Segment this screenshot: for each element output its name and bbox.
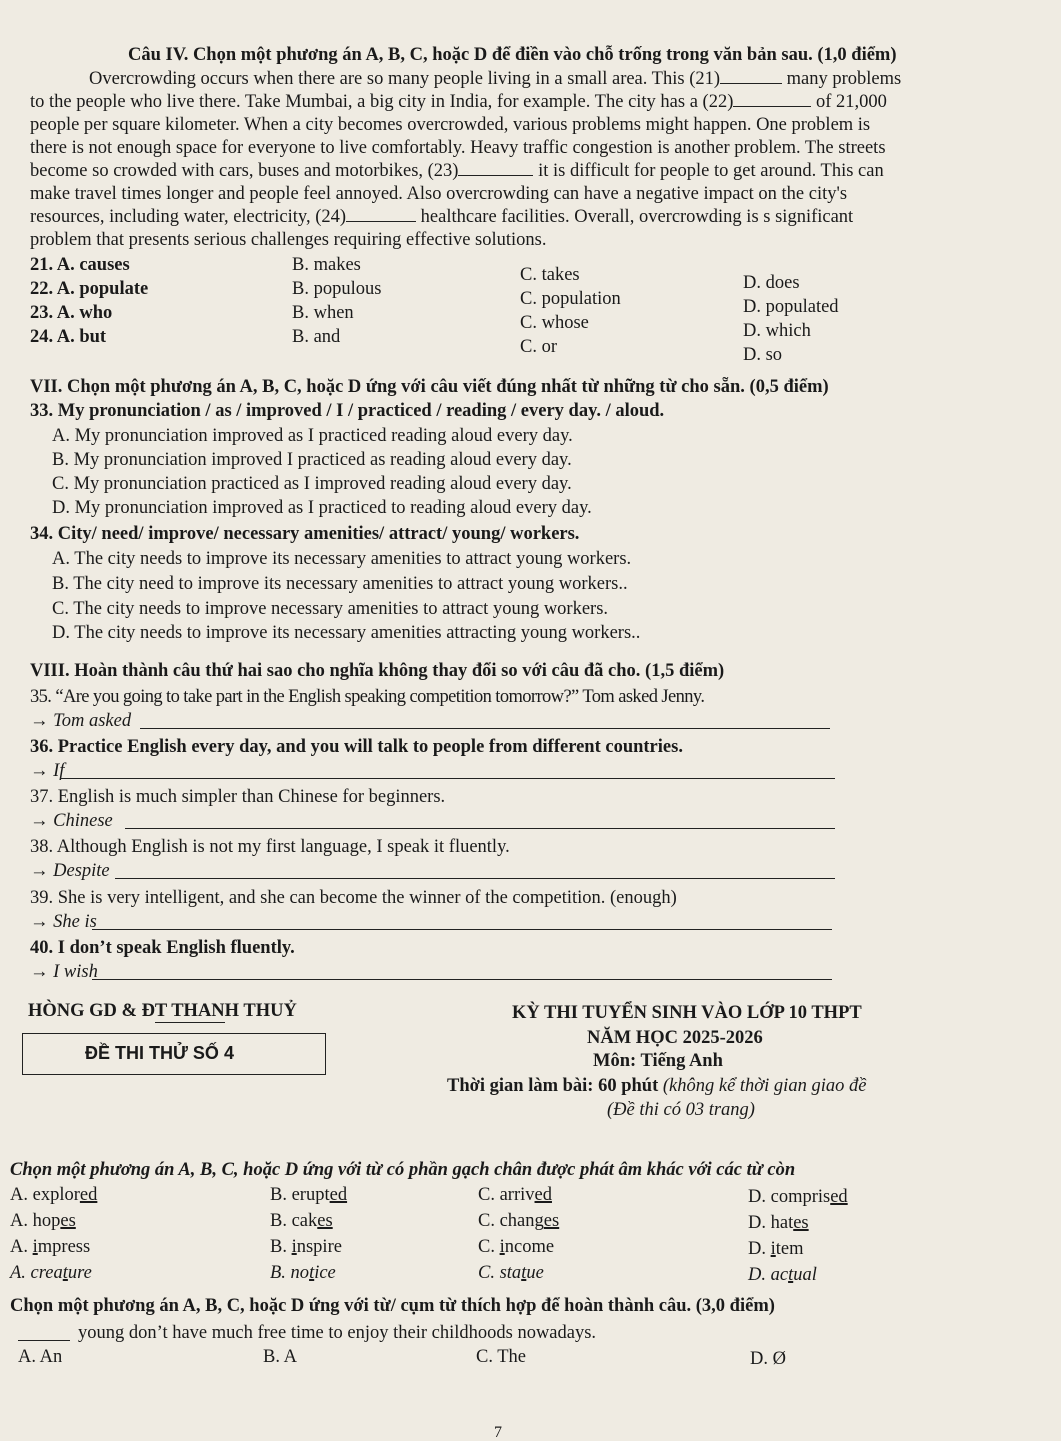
option-b[interactable]: B. inspire (270, 1237, 342, 1257)
vocab-option-d[interactable]: D. Ø (750, 1349, 786, 1369)
option-a[interactable]: A. impress (10, 1237, 91, 1257)
option-c[interactable]: C. statue (478, 1263, 544, 1283)
question-36-prompt: 36. Practice English every day, and you will talk to people from different countries. (30, 737, 683, 757)
option-c[interactable]: C. income (478, 1237, 555, 1257)
passage-line: there is not enough space for everyone to live comfortably. Heavy traffic congestion is another problem. The streets (30, 138, 886, 158)
question-33-prompt: 33. My pronunciation / as / improved / I / practiced / reading / every day. / aloud. (30, 401, 665, 421)
option-b[interactable]: B. notice (270, 1263, 336, 1283)
question-39-prompt: 39. She is very intelligent, and she can become the winner of the competition. (enough) (30, 888, 677, 908)
question-40-lead: → I wish (30, 962, 98, 982)
question-34-prompt: 34. City/ need/ improve/ necessary amenities/ attract/ young/ workers. (30, 524, 580, 544)
option-d[interactable]: D. hates (748, 1213, 809, 1233)
question-39-lead: → She is (30, 912, 97, 932)
option-c[interactable]: C. arrived (478, 1185, 552, 1205)
answer-line-37[interactable] (125, 828, 835, 829)
option-c[interactable]: C. whose (520, 313, 589, 333)
option-c[interactable]: C. population (520, 289, 621, 309)
passage-line: to the people who live there. Take Mumbai, a big city in India, for example. The city has a (22) of 21,000 (30, 92, 887, 112)
answer-line-36[interactable] (60, 778, 835, 779)
vocab-sentence: young don’t have much free time to enjoy their childhoods nowadays. (78, 1323, 597, 1343)
vocab-instruction: Chọn một phương án A, B, C, hoặc D ứng với từ/ cụm từ thích hợp để hoàn thành câu. (3,0 điểm) (10, 1296, 775, 1316)
question-40-prompt: 40. I don’t speak English fluently. (30, 938, 295, 958)
page-number: 7 (494, 1424, 502, 1441)
passage-line: people per square kilometer. When a city becomes overcrowded, various problems might happen. One problem is (30, 115, 871, 135)
q34-option-d[interactable]: D. The city needs to improve its necessary amenities attracting young workers.. (52, 623, 641, 643)
exam-page: Câu IV. Chọn một phương án A, B, C, hoặc D để điền vào chỗ trống trong văn bản sau. (1,0 điểm) Overcrowding occurs when there are so many people living in a small area. This (21) many problems to the people who live there. Take Mumbai, a big city in India, for example. The city has a (22) of 21,000 people per square kilometer. When a city becomes overcrowded, various problems might happen. One problem is there is not enough space for everyone to live comfortably. Heavy traffic congestion is another problem. The streets become so crowded with cars, buses and motorbikes, (23) it is difficult for people to get around. This can make travel times longer and people feel annoyed. Also overcrowding can have a negative impact on the city's resources, including water, electricity, (24) healthcare facilities. Overall, overcrowding is s significant problem that presents serious challenges requiring effective solutions. 21. A. causes B. makes C. takes D. does 22. A. populate B. populous C. population D. populated 23. A. who B. when C. whose D. which 24. A. but B. and C. or D. so VII. Chọn một phương án A, B, C, hoặc D ứng với câu viết đúng nhất từ những từ cho sẵn. (0,5 điểm) 33. My pronunciation / as / improved / I / practiced / reading / every day. / aloud. A. My pronunciation improved as I practiced reading aloud every day. B. My pronunciation improved I practiced as reading aloud every day. C. My pronunciation practiced as I improved reading aloud every day. D. My pronunciation improved as I practiced to reading aloud every day. 34. City/ need/ improve/ necessary amenities/ attract/ young/ workers. A. The city needs to improve its necessary amenities to attract young workers. B. The city need to improve its necessary amenities to attract young workers.. C. The city needs to improve necessary amenities to attract young workers. D. The city needs to improve its necessary amenities attracting young workers.. VIII. Hoàn thành câu thứ hai sao cho nghĩa không thay đổi so với câu đã cho. (1,5 điểm) 35. “Are you going to take part in the English speaking competition tomorrow?” Tom asked Jenny. → Tom asked 36. Practice English every day, and you will talk to people from different countries. → If 37. English is much simpler than Chinese for beginners. → Chinese 38. Although English is not my first language, I speak it fluently. → Despite 39. She is very intelligent, and she can become the winner of the competition. (enough) → She is 40. I don’t speak English fluently. → I wish HÒNG GD & ĐT THANH THUỶ KỲ THI TUYỂN SINH VÀO LỚP 10 THPT NĂM HỌC 2025-2026 ĐỀ THI THỬ SỐ 4 Môn: Tiếng Anh Thời gian làm bài: 60 phút (không kể thời gian giao đề (Đề thi có 03 trang) Chọn một phương án A, B, C, hoặc D ứng với từ có phần gạch chân được phát âm khác với các từ còn A. explored B. erupted C. arrived D. comprised A. hopes B. cakes C. changes D. hates A. impress B. inspire C. income D. item A. creature B. notice C. statue D. actual Chọn một phương án A, B, C, hoặc D ứng với từ/ cụm từ thích hợp để hoàn thành câu. (3,0 điểm) young don’t have much free time to enjoy their childhoods nowadays. A. An B. A C. The D. Ø 7 (10, 45, 902, 1441)
pronunciation-instruction: Chọn một phương án A, B, C, hoặc D ứng với từ có phần gạch chân được phát âm khác với các từ còn (10, 1160, 796, 1180)
dept-underline (155, 1022, 225, 1023)
option-b[interactable]: B. and (292, 327, 341, 347)
option-d[interactable]: D. does (743, 273, 800, 293)
department-name: HÒNG GD & ĐT THANH THUỶ (28, 1001, 297, 1021)
question-36-lead: → If (30, 761, 65, 781)
question-35-prompt: 35. “Are you going to take part in the English speaking competition tomorrow?” Tom asked Jenny. (30, 687, 705, 707)
answer-line-40[interactable] (92, 979, 832, 980)
section-iv-title: Câu IV. Chọn một phương án A, B, C, hoặc D để điền vào chỗ trống trong văn bản sau. (1,0 điểm) (128, 45, 897, 65)
exam-code-box (22, 1033, 326, 1075)
vocab-blank[interactable] (18, 1340, 70, 1341)
question-38-prompt: 38. Although English is not my first language, I speak it fluently. (30, 837, 510, 857)
page-count: (Đề thi có 03 trang) (607, 1100, 755, 1120)
option-d[interactable]: D. which (743, 321, 811, 341)
option-b[interactable]: B. cakes (270, 1211, 333, 1231)
passage-line: resources, including water, electricity, (24) healthcare facilities. Overall, overcrowding is s significant (30, 207, 854, 227)
option-d[interactable]: D. so (743, 345, 783, 365)
option-d[interactable]: D. item (748, 1239, 804, 1259)
option-d[interactable]: D. populated (743, 297, 839, 317)
section-viii-title: VIII. Hoàn thành câu thứ hai sao cho nghĩa không thay đổi so với câu đã cho. (1,5 điểm) (30, 661, 725, 681)
option-a[interactable]: A. explored (10, 1185, 98, 1205)
q33-option-c[interactable]: C. My pronunciation practiced as I improved reading aloud every day. (52, 474, 572, 494)
q34-option-b[interactable]: B. The city need to improve its necessary amenities to attract young workers.. (52, 574, 628, 594)
question-37-lead: → Chinese (30, 811, 113, 831)
section-vii-title: VII. Chọn một phương án A, B, C, hoặc D ứng với câu viết đúng nhất từ những từ cho sẵn. (0,5 điểm) (30, 377, 829, 397)
exam-title: KỲ THI TUYỂN SINH VÀO LỚP 10 THPT (512, 1003, 862, 1023)
question-38-lead: → Despite (30, 861, 110, 881)
school-year: NĂM HỌC 2025-2026 (587, 1028, 763, 1048)
exam-code-label: ĐỀ THI THỬ SỐ 4 (85, 1043, 234, 1063)
option-c[interactable]: C. or (520, 337, 557, 357)
answer-line-38[interactable] (115, 878, 835, 879)
option-b[interactable]: B. makes (292, 255, 361, 275)
passage-line: Overcrowding occurs when there are so many people living in a small area. This (21) many problems (89, 69, 902, 89)
option-c[interactable]: C. changes (478, 1211, 560, 1231)
option-d[interactable]: D. comprised (748, 1187, 848, 1207)
vocab-option-b[interactable]: B. A (263, 1347, 297, 1367)
q34-option-a[interactable]: A. The city needs to improve its necessary amenities to attract young workers. (52, 549, 632, 569)
answer-line-35[interactable] (140, 728, 830, 729)
option-b[interactable]: B. when (292, 303, 354, 323)
option-b[interactable]: B. erupted (270, 1185, 348, 1205)
vocab-option-c[interactable]: C. The (476, 1347, 527, 1367)
exam-time: Thời gian làm bài: 60 phút (không kể thời gian giao đề (447, 1076, 867, 1096)
option-a[interactable]: A. hopes (10, 1211, 76, 1231)
option-c[interactable]: C. takes (520, 265, 580, 285)
question-35-lead: → Tom asked (30, 711, 132, 731)
q33-option-d[interactable]: D. My pronunciation improved as I practiced to reading aloud every day. (52, 498, 592, 518)
passage-line: make travel times longer and people feel annoyed. Also overcrowding can have a negative impact on the city's (30, 184, 848, 204)
q33-option-b[interactable]: B. My pronunciation improved I practiced as reading aloud every day. (52, 450, 572, 470)
vocab-option-a[interactable]: A. An (18, 1347, 63, 1367)
passage-line: become so crowded with cars, buses and motorbikes, (23) it is difficult for people to get around. This can (30, 161, 884, 181)
subject: Môn: Tiếng Anh (593, 1051, 723, 1071)
option-d[interactable]: D. actual (748, 1265, 817, 1285)
option-a[interactable]: A. creature (10, 1263, 92, 1283)
q33-option-a[interactable]: A. My pronunciation improved as I practiced reading aloud every day. (52, 426, 573, 446)
option-b[interactable]: B. populous (292, 279, 382, 299)
question-37-prompt: 37. English is much simpler than Chinese for beginners. (30, 787, 446, 807)
answer-line-39[interactable] (92, 929, 832, 930)
q34-option-c[interactable]: C. The city needs to improve necessary amenities to attract young workers. (52, 599, 609, 619)
passage-line: problem that presents serious challenges requiring effective solutions. (30, 230, 547, 250)
